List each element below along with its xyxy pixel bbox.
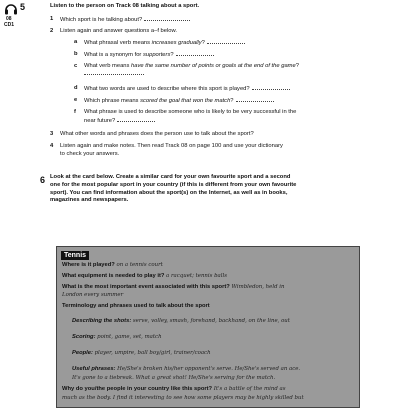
question-3: 3 What other words and phrases does the person use to talk about the sport? [50,131,254,137]
track-number: 08 [6,16,12,22]
question-2d: d What two words are used to describe where this sport is played? [84,85,290,94]
cd-label: CD1 [4,22,15,28]
question-4-line2: to check your answers. [60,151,120,157]
card-event: What is the most important event associated with this sport? Wimbledon, held in [62,284,285,290]
section-5-intro: Listen to the person on Track 08 talking about a sport. [50,3,200,9]
question-2c: c What verb means have the same number of points or goals at the end of the game? [74,63,299,69]
card-people: People: player, umpire, ball boy/girl, trainer/coach [72,350,211,356]
card-why-line2: much as the body. I find it interesting to see how some players may be highly skilled but [62,395,304,401]
question-2f: f What phrase is used to describe someone who is likely to be very successful in the [74,109,297,115]
card-shots: Describing the shots: serve, volley, smash, forehand, backhand, on the line, out [72,318,290,324]
card-where: Where is it played? on a tennis court [62,262,163,268]
question-2f-line2: near future? [84,117,155,126]
card-title: Tennis [61,251,89,260]
tennis-card [56,246,360,408]
question-1: 1 Which sport is he talking about? [60,16,190,25]
question-2a: a What phrasal verb means increases gradually? [84,39,245,48]
section-5-number: 5 [20,2,26,12]
question-2e: e Which phrase means scored the goal that won the match? [84,97,274,106]
answer-line-2c [84,74,144,75]
card-useful-phrases-line2: It's gone to a tiebreak. What a great shot! He/She's serving for the match. [72,375,276,381]
question-2: 2 Listen again and answer questions a–f below. [50,28,177,34]
card-why: Why do you/the people in your country like this sport? It's a battle of the mind as [62,386,286,392]
card-terminology-heading: Terminology and phrases used to talk about the sport [62,303,210,309]
card-equipment: What equipment is needed to play it? a racquet; tennis balls [62,273,227,279]
card-scoring: Scoring: point, game, set, match [72,334,162,340]
section-6-instructions: Look at the card below. Create a similar card for your own favourite sport and a second one for the most popular sport in your country (if this is different from your own favourite sport). You can find information about the sport(s) on the Internet, as well as in books, magazines and newspapers. [50,174,297,204]
headphones-icon [4,2,18,16]
card-event-line2: London every summer [62,292,124,298]
question-2b: b What is a synonym for supporters? [84,51,214,60]
card-useful-phrases: Useful phrases: He/She's broken his/her opponent's serve. He/She's served an ace. [72,366,301,372]
question-4: 4 Listen again and make notes. Then read Track 08 on page 100 and use your dictionary [50,143,283,149]
section-6-number: 6 [40,175,46,185]
